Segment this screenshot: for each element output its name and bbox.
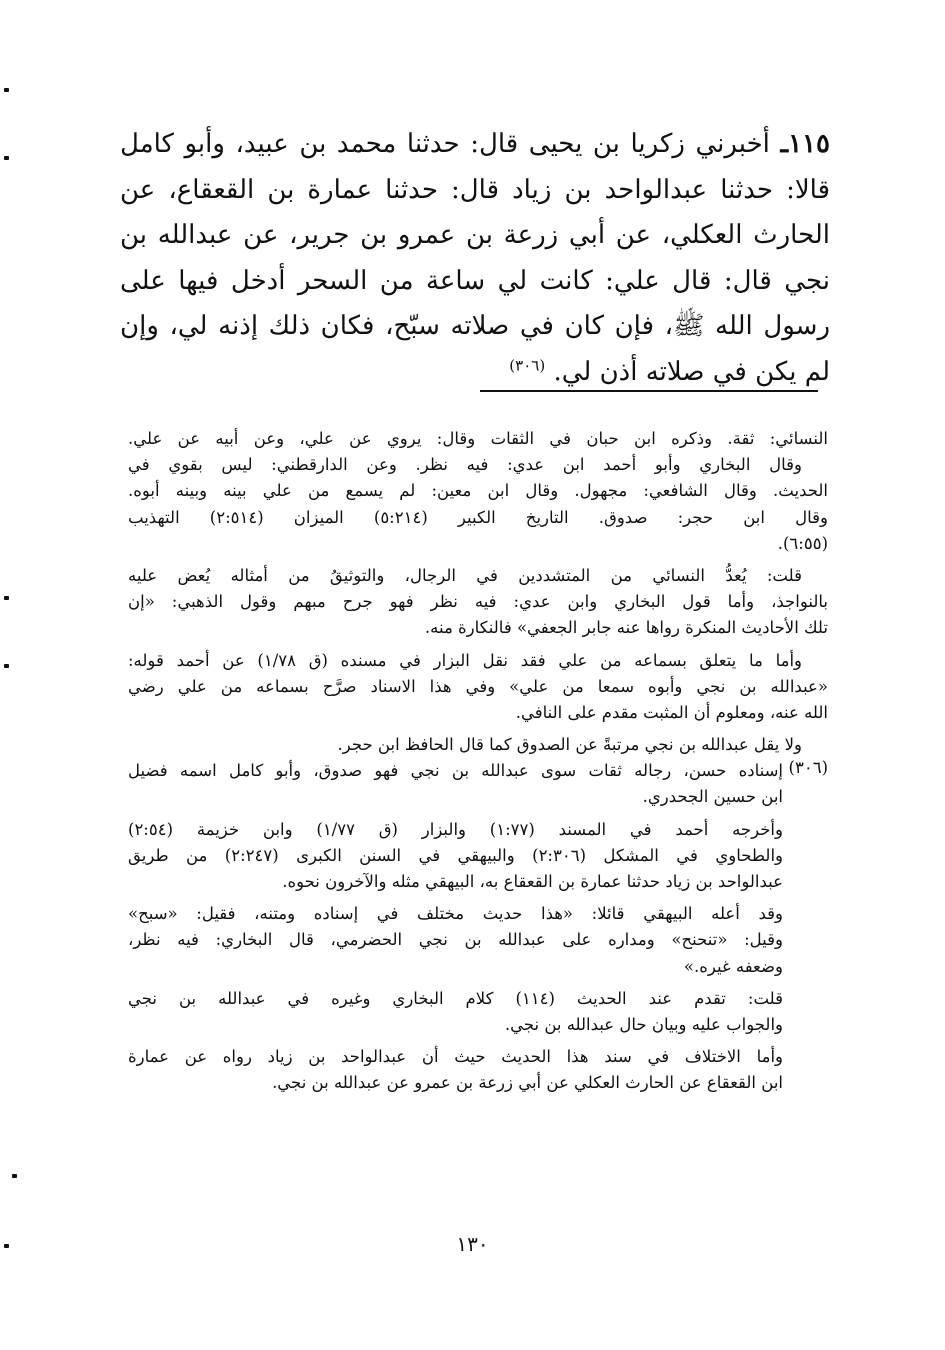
footnote-line: النسائي: ثقة. وذكره ابن حبان في الثقات وقال: يروي عن علي، وعن أبيه عن علي. [128,429,828,448]
footnote-line: والجواب عليه وبيان حال عبدالله بن نجي. [504,1014,783,1034]
hadith-number: ١١٥ـ [780,129,830,159]
footnote-line: وقال ابن حجر: صدوق. التاريخ الكبير (٥:٢١٤) الميزان (٢:٥١٤) التهذيب [128,507,828,527]
footnote-line: عبدالواحد بن زياد حدثنا عمارة بن القعقاع به، البيهقي مثله والآخرون نحوه. [282,872,783,891]
scan-speck [4,156,9,160]
footnote-reference: (٣٠٦) [509,355,546,374]
hadith-text [120,122,830,395]
footnote-line: ابن القعقاع عن الحارث العكلي عن أبي زرعة بن عمرو عن عبدالله بن نجي. [272,1073,783,1093]
footnote-line: إسناده حسن، رجاله ثقات سوى عبدالله بن نجي فهو صدوق، وأبو كامل اسمه فضيل [128,761,783,781]
footnote-306 [128,758,828,1096]
footnote-line: قلت: يُعدُّ النسائي من المتشددين في الرجال، والتوثيقُ من أمثاله يُعض عليه [128,565,802,585]
scan-speck [4,1244,9,1248]
footnote-number: (٣٠٦) [788,758,828,778]
footnote-line: وقال البخاري وأبو أحمد ابن عدي: فيه نظر. وعن الدارقطني: ليس بقوي في [128,455,802,475]
footnote-separator [480,390,818,392]
footnote-line: وأخرجه أحمد في المسند (١:٧٧) والبزار (ق ١/٧٧) وابن خزيمة (٢:٥٤) [128,819,783,839]
footnote-line: ولا يقل عبدالله بن نجي مرتبةً عن الصدوق كما قال الحافظ ابن حجر. [337,735,802,755]
footnote-line: الله عنه، ومعلوم أن المثبت مقدم على النافي. [515,702,828,722]
footnote-line: (٦:٥٥). [777,533,828,553]
scan-speck [12,1174,17,1178]
hadith-line: قال علي: كانت لي ساعة من السحر أدخل فيها على رسول الله ﷺ، فإن [120,265,830,341]
footnote-line: بالنواجذ، وأما قول البخاري وابن عدي: فيه نظر فهو جرح مبهم وقول الذهبي: «إن [128,592,828,612]
footnote-line: وأما ما يتعلق بسماعه من علي فقد نقل البزار في مسنده (ق ١/٧٨) عن أحمد قوله: [128,650,803,670]
footnote-line: قلت: تقدم عند الحديث (١١٤) كلام البخاري وغيره في عبدالله بن نجي [128,988,783,1008]
footnote-line: وقيل: «تنحنح» ومداره على عبدالله بن نجي الحضرمي، قال البخاري: فيه نظر، [128,930,783,950]
footnote-line: «عبدالله بن نجي وأبوه سمعا من علي» وفي هذا الاسناد صرَّح بسماعه من علي رضي [128,676,828,696]
footnotes [128,426,828,1097]
footnote-line: الحديث. وقال الشافعي: مجهول. وقال ابن معين: لم يسمع من علي بينه وبينه أبوه. [128,481,828,501]
hadith-line: حدثنا عبدالواحد بن زياد قال: حدثنا عمارة بن القعقاع، عن الحارث [120,174,831,250]
footnote-line: وقد أعله البيهقي قائلا: «هذا حديث مختلف في إسناده ومتنه، فقيل: «سبح» [128,904,783,924]
footnote-line: والطحاوي في المشكل (٢:٣٠٦) والبيهقي في السنن الكبرى (٢:٢٤٧) من طريق [128,845,783,865]
footnote-line: ابن حسين الجحدري. [642,787,783,807]
scan-speck [4,88,9,92]
footnote-line: تلك الأحاديث المنكرة رواها عنه جابر الجعفي» فالنكارة منه. [424,618,828,638]
footnote-line: وضعفه غيره.» [683,956,783,976]
hadith-line: كان في صلاته سبّح، فكان ذلك إذنه لي، وإن لم يكن في صلاته أذن [120,311,830,387]
hadith-line: أخبرني زكريا بن يحيى قال: حدثنا محمد بن عبيد، وأبو كامل قالا: [120,129,831,205]
hadith-line: العكلي، عن أبي زرعة بن عمرو بن جرير، عن عبدالله بن نجي قال: [120,220,831,296]
scan-speck [4,664,9,668]
scan-speck [4,596,9,600]
hadith-line: لي. [553,356,592,387]
page-number: ١٣٠ [456,1232,489,1256]
footnote-line: وأما الاختلاف في سند هذا الحديث حيث أن عبدالواحد بن زياد رواه عن عمارة [128,1047,783,1067]
